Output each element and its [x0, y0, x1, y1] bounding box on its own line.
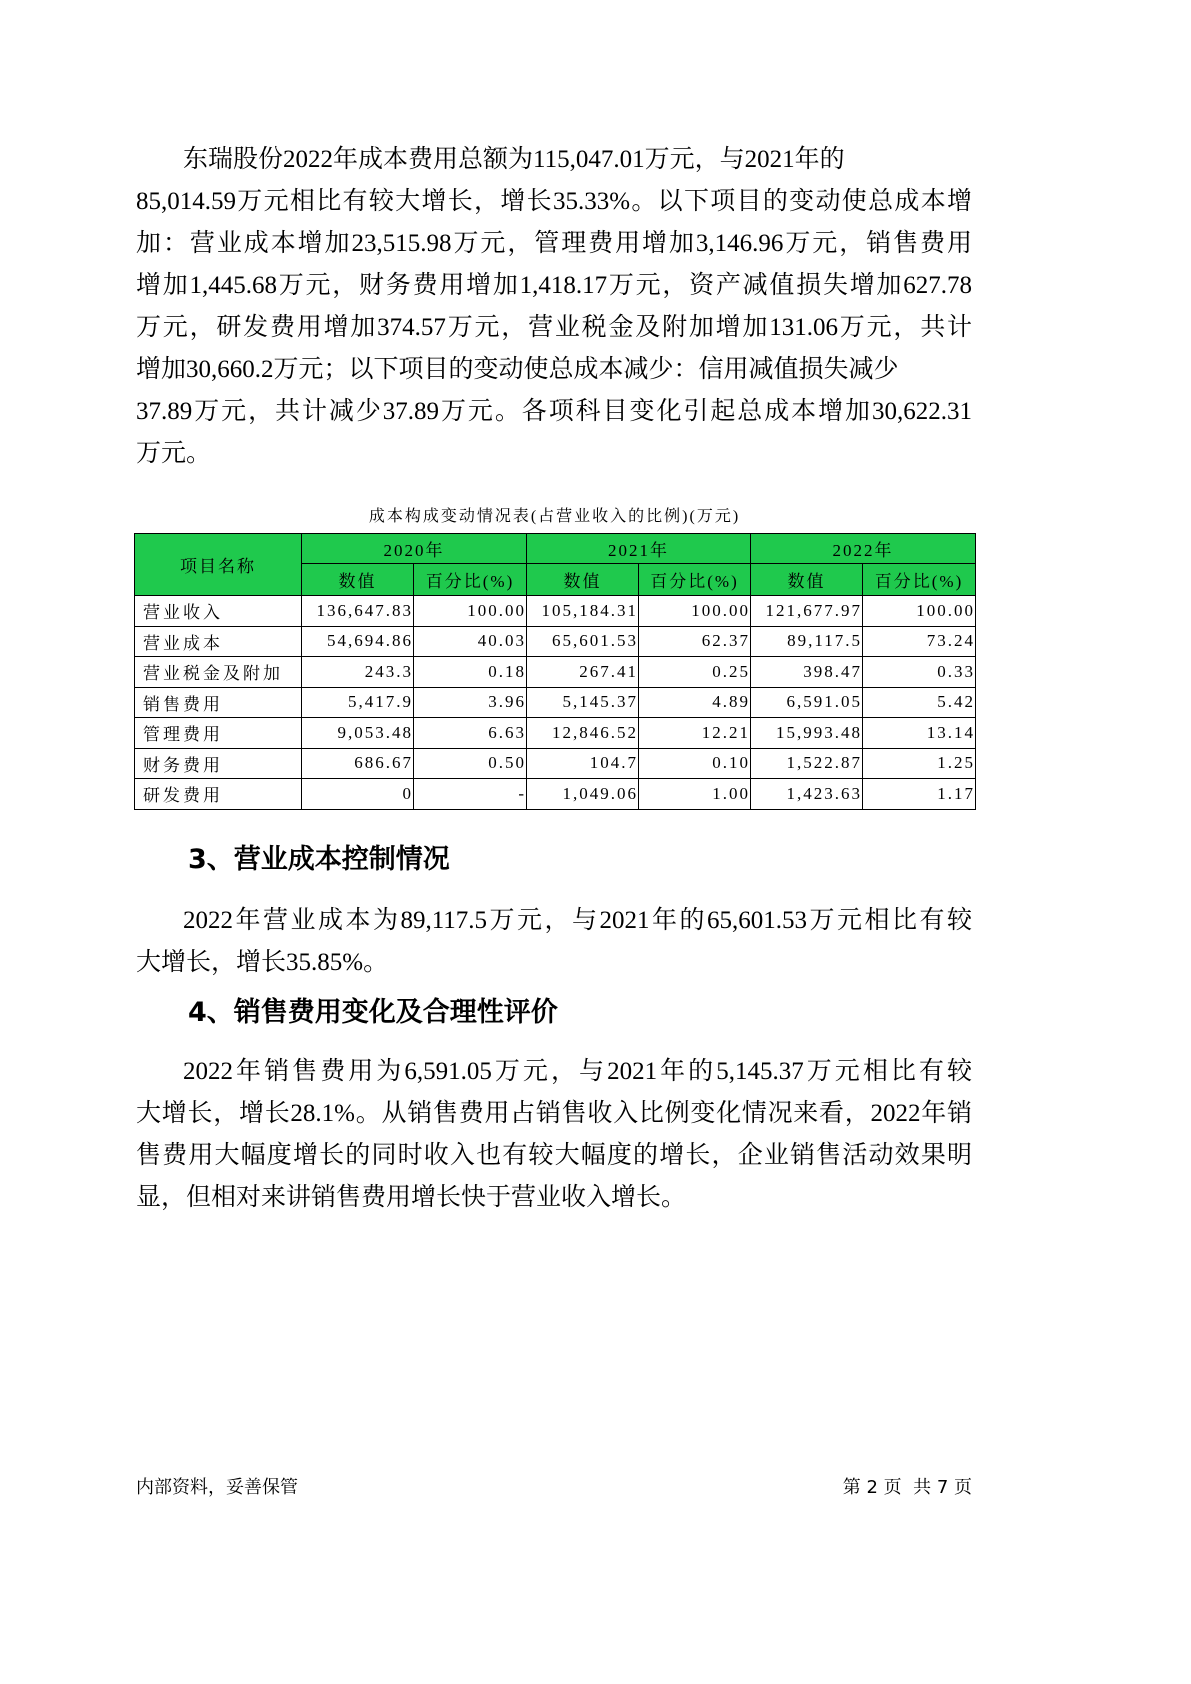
cell-2021-percent: 0.10 [639, 748, 751, 779]
cell-2020-value: 0 [302, 779, 414, 810]
cell-2021-value: 12,846.52 [527, 718, 639, 749]
header-value-2021: 数值 [527, 564, 639, 596]
cell-2020-percent: 0.50 [414, 748, 527, 779]
cell-2020-value: 686.67 [302, 748, 414, 779]
paragraph-line: 大增长，增长28.1%。从销售费用占销售收入比例变化情况来看，2022年销 [136, 1100, 972, 1127]
cell-2022-percent: 1.17 [863, 779, 976, 810]
header-value-2022: 数值 [751, 564, 863, 596]
cell-2021-value: 105,184.31 [527, 596, 639, 627]
header-year-2021: 2021年 [527, 534, 751, 564]
cell-2021-percent: 4.89 [639, 687, 751, 718]
cell-2022-percent: 1.25 [863, 748, 976, 779]
cell-2022-percent: 5.42 [863, 687, 976, 718]
paragraph-line: 增加1,445.68万元，财务费用增加1,418.17万元，资产减值损失增加627.78 [136, 272, 972, 299]
cell-2020-value: 9,053.48 [302, 718, 414, 749]
cost-structure-table [134, 533, 976, 810]
cell-2020-value: 5,417.9 [302, 687, 414, 718]
cell-2022-value: 89,117.5 [751, 626, 863, 657]
cell-2020-percent: 6.63 [414, 718, 527, 749]
row-label: 财务费用 [135, 748, 302, 779]
table-caption: 成本构成变动情况表(占营业收入的比例)(万元) [368, 508, 741, 525]
section-heading: 3、营业成本控制情况 [188, 844, 450, 875]
header-percent-2021: 百分比(%) [639, 564, 751, 596]
row-label: 销售费用 [135, 687, 302, 718]
cell-2020-percent: - [414, 779, 527, 810]
cell-2022-percent: 0.33 [863, 657, 976, 688]
row-label: 营业收入 [135, 596, 302, 627]
paragraph-line: 增加30,660.2万元；以下项目的变动使总成本减少：信用减值损失减少 [136, 356, 899, 383]
cell-2020-percent: 100.00 [414, 596, 527, 627]
section-paragraph [136, 900, 972, 984]
row-label: 管理费用 [135, 718, 302, 749]
cell-2021-value: 65,601.53 [527, 626, 639, 657]
paragraph-line: 大增长，增长35.85%。 [136, 949, 389, 976]
cell-2022-value: 398.47 [751, 657, 863, 688]
paragraph-line: 加：营业成本增加23,515.98万元，管理费用增加3,146.96万元，销售费用 [136, 230, 972, 257]
section-paragraph [136, 1051, 972, 1219]
table-body [135, 596, 976, 810]
table-row [135, 718, 976, 749]
cell-2022-percent: 13.14 [863, 718, 976, 749]
table-header-row-years [135, 534, 976, 564]
cell-2020-value: 136,647.83 [302, 596, 414, 627]
cell-2021-value: 104.7 [527, 748, 639, 779]
cell-2021-value: 5,145.37 [527, 687, 639, 718]
section-heading: 4、销售费用变化及合理性评价 [188, 997, 558, 1028]
table-row [135, 596, 976, 627]
cell-2020-value: 243.3 [302, 657, 414, 688]
table-row [135, 657, 976, 688]
row-label: 营业成本 [135, 626, 302, 657]
cell-2020-percent: 0.18 [414, 657, 527, 688]
cell-2021-percent: 100.00 [639, 596, 751, 627]
header-item-name: 项目名称 [135, 534, 302, 596]
header-value-2020: 数值 [302, 564, 414, 596]
header-percent-2020: 百分比(%) [414, 564, 527, 596]
cell-2021-value: 1,049.06 [527, 779, 639, 810]
table-row [135, 626, 976, 657]
page-footer [136, 1476, 972, 1500]
paragraph-line: 37.89万元，共计减少37.89万元。各项科目变化引起总成本增加30,622.31 [136, 398, 972, 425]
header-year-2022: 2022年 [751, 534, 976, 564]
paragraph-line: 万元。 [136, 440, 212, 467]
paragraph-line: 东瑞股份2022年成本费用总额为115,047.01万元，与2021年的 [183, 146, 845, 173]
paragraph-line: 万元，研发费用增加374.57万元，营业税金及附加增加131.06万元，共计 [136, 314, 972, 341]
header-year-2020: 2020年 [302, 534, 527, 564]
row-label: 研发费用 [135, 779, 302, 810]
row-label: 营业税金及附加 [135, 657, 302, 688]
cell-2021-value: 267.41 [527, 657, 639, 688]
paragraph-line: 显，但相对来讲销售费用增长快于营业收入增长。 [136, 1184, 687, 1211]
cell-2022-value: 15,993.48 [751, 718, 863, 749]
page-number: 第 2 页 共 7 页 [842, 1477, 972, 1498]
paragraph-line: 2022年销售费用为6,591.05万元，与2021年的5,145.37万元相比有较 [183, 1058, 972, 1085]
intro-paragraph [136, 139, 972, 475]
paragraph-line: 2022年营业成本为89,117.5万元，与2021年的65,601.53万元相比有较 [183, 907, 972, 934]
cell-2021-percent: 12.21 [639, 718, 751, 749]
cell-2022-value: 6,591.05 [751, 687, 863, 718]
cell-2021-percent: 0.25 [639, 657, 751, 688]
paragraph-line: 售费用大幅度增长的同时收入也有较大幅度的增长，企业销售活动效果明 [136, 1142, 972, 1169]
confidentiality-note: 内部资料，妥善保管 [136, 1477, 298, 1498]
cell-2022-value: 121,677.97 [751, 596, 863, 627]
cell-2020-percent: 3.96 [414, 687, 527, 718]
cell-2020-value: 54,694.86 [302, 626, 414, 657]
cell-2020-percent: 40.03 [414, 626, 527, 657]
table-row [135, 779, 976, 810]
cell-2022-value: 1,522.87 [751, 748, 863, 779]
paragraph-line: 85,014.59万元相比有较大增长，增长35.33%。以下项目的变动使总成本增 [136, 188, 972, 215]
cell-2022-percent: 73.24 [863, 626, 976, 657]
table-row [135, 687, 976, 718]
header-percent-2022: 百分比(%) [863, 564, 976, 596]
table-head [135, 534, 976, 596]
cell-2022-percent: 100.00 [863, 596, 976, 627]
cell-2021-percent: 1.00 [639, 779, 751, 810]
cell-2021-percent: 62.37 [639, 626, 751, 657]
table-row [135, 748, 976, 779]
cell-2022-value: 1,423.63 [751, 779, 863, 810]
